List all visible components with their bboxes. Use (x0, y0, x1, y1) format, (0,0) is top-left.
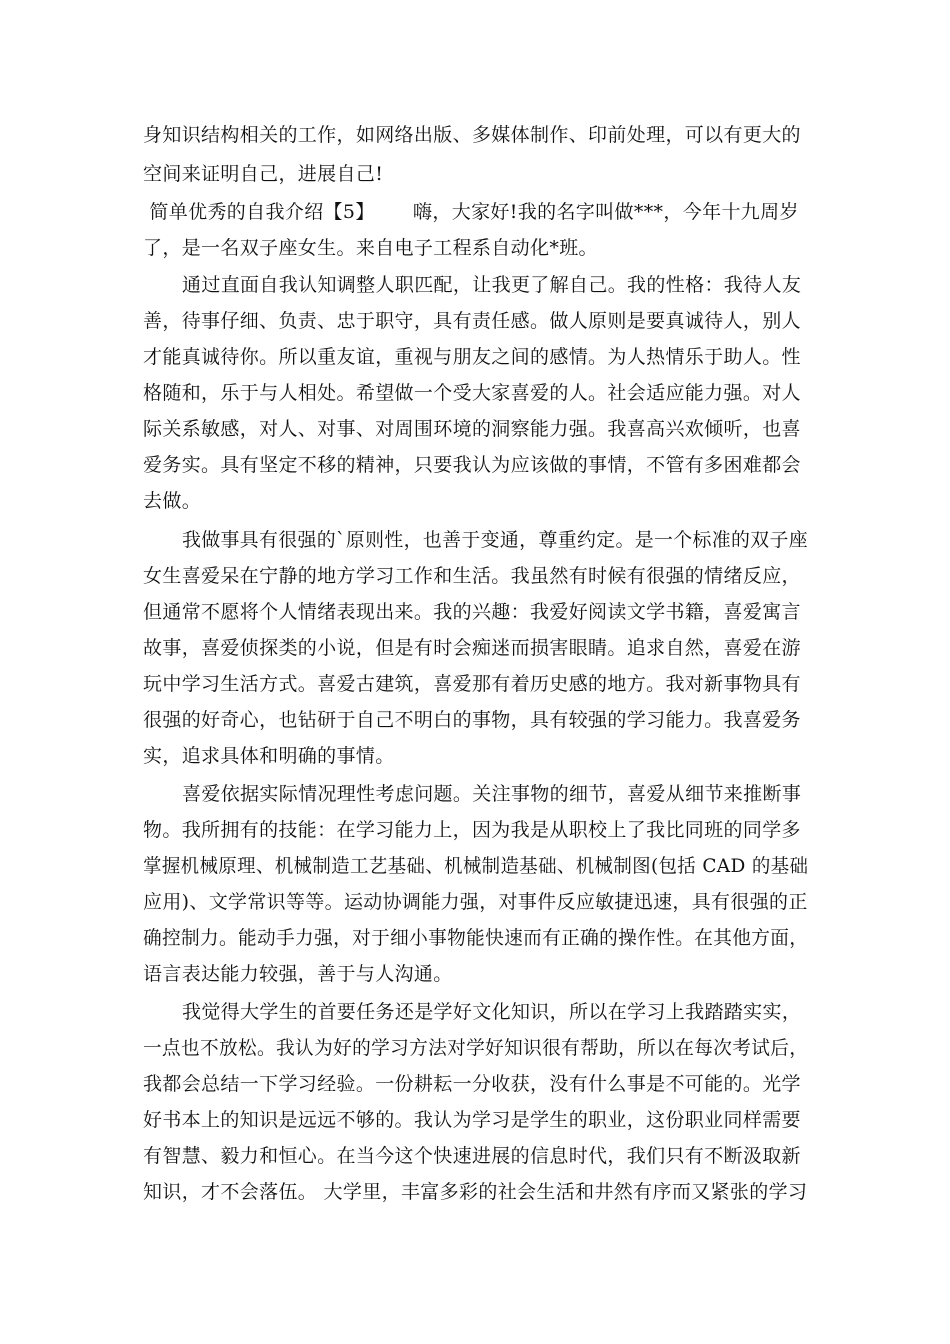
paragraph-start-line: 喜爱依据实际情况理性考虑问题。关注事物的细节，喜爱从细节来推断事 (182, 783, 802, 805)
text-line: 我都会总结一下学习经验。一份耕耘一分收获，没有什么事是不可能的。光学 (143, 1073, 801, 1095)
text-line: 去做。 (143, 490, 202, 512)
paragraph-start-line: 我觉得大学生的首要任务还是学好文化知识，所以在学习上我踏踏实实， (182, 1001, 802, 1023)
text-line: 应用)、文学常识等等。运动协调能力强，对事件反应敏捷迅速，具有很强的正 (143, 891, 808, 913)
text-line: 格随和，乐于与人相处。希望做一个受大家喜爱的人。社会适应能力强。对人 (143, 382, 801, 404)
text-line: 很强的好奇心，也钻研于自己不明白的事物，具有较强的学习能力。我喜爱务 (143, 709, 801, 731)
text-line: 确控制力。能动手力强，对于细小事物能快速而有正确的操作性。在其他方面， (143, 927, 809, 949)
text-line: 一点也不放松。我认为好的学习方法对学好知识很有帮助，所以在每次考试后， (143, 1037, 809, 1059)
text-line: 物。我所拥有的技能：在学习能力上，因为我是从职校上了我比同班的同学多 (143, 819, 801, 841)
text-line: 知识，才不会落伍。 大学里，丰富多彩的社会生活和井然有序而又紧张的学习 (143, 1181, 808, 1203)
text-line: 才能真诚待你。所以重友谊，重视与朋友之间的感情。为人热情乐于助人。性 (143, 346, 801, 368)
text-line: 有智慧、毅力和恒心。在当今这个快速进展的信息时代，我们只有不断汲取新 (143, 1145, 801, 1167)
text-line: 玩中学习生活方式。喜爱古建筑，喜爱那有着历史感的地方。我对新事物具有 (143, 673, 801, 695)
text-line: 语言表达能力较强，善于与人沟通。 (143, 963, 453, 985)
text-line: 善，待事仔细、负责、忠于职守，具有责任感。做人原则是要真诚待人，别人 (143, 310, 801, 332)
text-line: 但通常不愿将个人情绪表现出来。我的兴趣：我爱好阅读文学书籍，喜爱寓言 (143, 601, 801, 623)
paragraph-start-line: 通过直面自我认知调整人职匹配，让我更了解自己。我的性格：我待人友 (182, 274, 802, 296)
text-line: 好书本上的知识是远远不够的。我认为学习是学生的职业，这份职业同样需要 (143, 1109, 801, 1131)
text-line: 爱务实。具有坚定不移的精神，只要我认为应该做的事情，不管有多困难都会 (143, 454, 801, 476)
section-heading-line: 简单优秀的自我介绍【5】 嗨，大家好!我的名字叫做***，今年十九周岁 (143, 201, 799, 223)
text-line: 掌握机械原理、机械制造工艺基础、机械制造基础、机械制图(包括 CAD 的基础 (143, 855, 809, 877)
text-line: 女生喜爱呆在宁静的地方学习工作和生活。我虽然有时候有很强的情绪反应， (143, 565, 801, 587)
text-line: 空间来证明自己，进展自己! (143, 163, 384, 185)
text-line: 际关系敏感，对人、对事、对周围环境的洞察能力强。我喜高兴欢倾听，也喜 (143, 418, 801, 440)
text-line: 身知识结构相关的工作，如网络出版、多媒体制作、印前处理，可以有更大的 (143, 124, 801, 146)
paragraph-start-line: 我做事具有很强的`原则性，也善于变通，尊重约定。是一个标准的双子座 (182, 529, 809, 551)
text-line: 了，是一名双子座女生。来自电子工程系自动化*班。 (143, 237, 598, 259)
text-line: 故事，喜爱侦探类的小说，但是有时会痴迷而损害眼睛。追求自然，喜爱在游 (143, 637, 801, 659)
text-line: 实，追求具体和明确的事情。 (143, 745, 395, 767)
